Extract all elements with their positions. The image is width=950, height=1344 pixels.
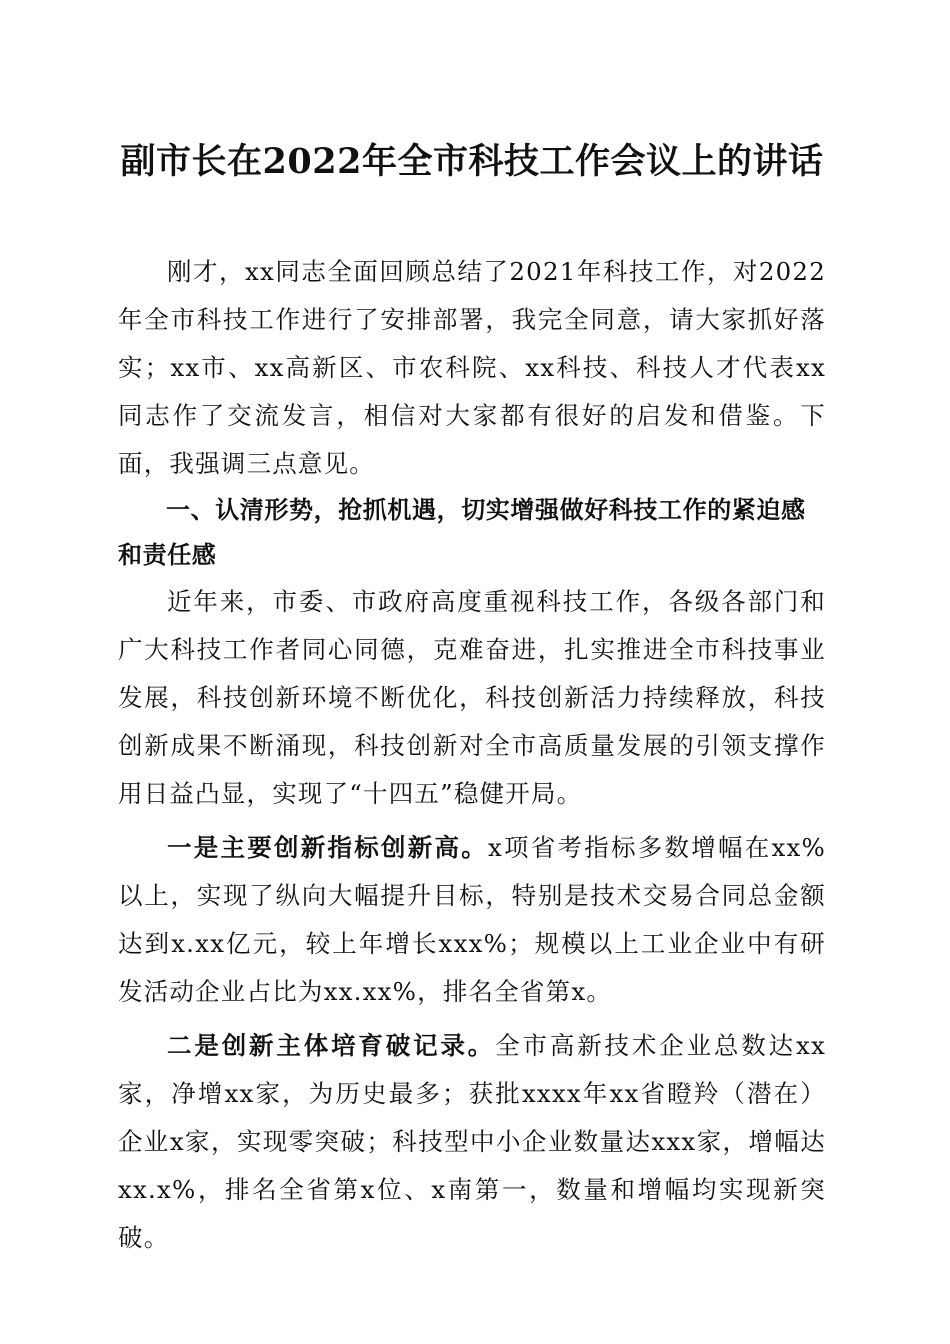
point-2-text: 全市高新技术企业总数达xx家，净增xx家，为历史最多；获批xxxx年xx省瞪羚（潜在）企业x家，实现零突破；科技型中小企业数量达xxx家，增幅达xx.x%，排名全省第x位、x南第一，数量和增幅均实现新突破。	[118, 1031, 826, 1252]
point-2-paragraph	[118, 1022, 826, 1262]
section-1-paragraph: 近年来，市委、市政府高度重视科技工作，各级各部门和广大科技工作者同心同德，克难奋进，扎实推进全市科技事业发展，科技创新环境不断优化，科技创新活力持续释放，科技创新成果不断涌现，科技创新对全市高质量发展的引领支撑作用日益凸显，实现了“十四五”稳健开局。	[118, 587, 826, 808]
point-1-paragraph	[118, 824, 826, 1016]
point-1-text: x项省考指标多数增幅在xx%以上，实现了纵向大幅提升目标，特别是技术交易合同总金额达到x.xx亿元，较上年增长xxx%；规模以上工业企业中有研发活动企业占比为xx.xx%，排名全省第x。	[118, 833, 826, 1006]
document-title: 副市长在2022年全市科技工作会议上的讲话	[120, 141, 824, 182]
point-2-lead: 二是创新主体培育破记录。	[167, 1031, 496, 1060]
section-heading-1: 一、认清形势，抢抓机遇，切实增强做好科技工作的紧迫感和责任感	[118, 496, 806, 569]
point-1-lead: 一是主要创新指标创新高。	[167, 833, 488, 862]
intro-paragraph: 刚才，xx同志全面回顾总结了2021年科技工作，对2022年全市科技工作进行了安排部署，我完全同意，请大家抓好落实；xx市、xx高新区、市农科院、xx科技、科技人才代表xx同志作了交流发言，相信对大家都有很好的启发和借鉴。下面，我强调三点意见。	[118, 257, 826, 478]
document-page	[118, 130, 826, 1262]
